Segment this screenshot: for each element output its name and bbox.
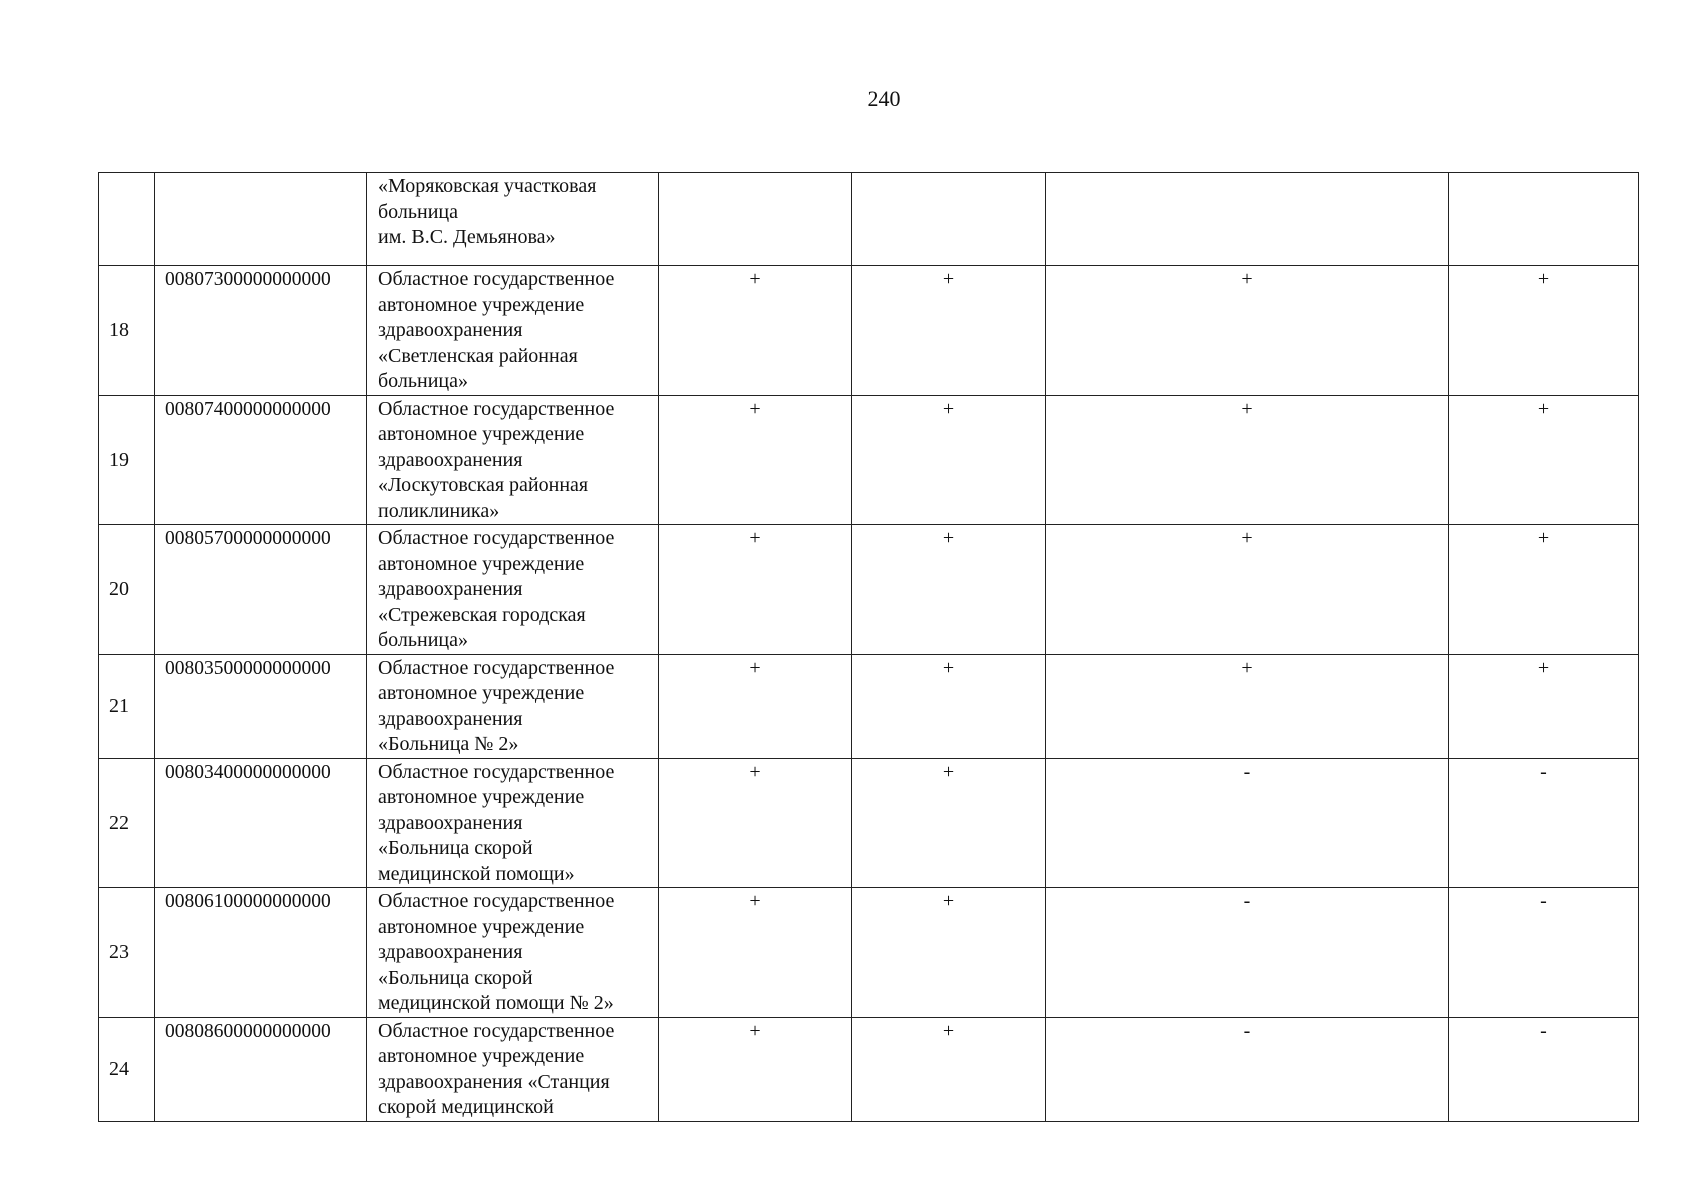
mark-cell-1 (659, 173, 852, 266)
row-number-cell: 24 (99, 1017, 155, 1121)
mark-cell-3 (1046, 173, 1449, 266)
mark-cell-1: + (659, 654, 852, 758)
table-row (99, 1017, 1639, 1121)
data-table (98, 172, 1639, 1122)
mark-cell-4: - (1449, 758, 1639, 888)
mark-cell-4: - (1449, 1017, 1639, 1121)
row-number-cell (99, 173, 155, 266)
table-row (99, 758, 1639, 888)
organization-name-cell: Областное государственное автономное учреждение здравоохранения «Станция скорой медицинской (367, 1017, 659, 1121)
mark-cell-1: + (659, 888, 852, 1018)
organization-name-cell: Областное государственное автономное учреждение здравоохранения «Лоскутовская районная поликлиника» (367, 395, 659, 525)
mark-cell-2: + (852, 395, 1046, 525)
mark-cell-3: - (1046, 1017, 1449, 1121)
organization-name-cell: Областное государственное автономное учреждение здравоохранения «Светленская районная больница» (367, 266, 659, 396)
mark-cell-1: + (659, 395, 852, 525)
mark-cell-3: - (1046, 888, 1449, 1018)
mark-cell-3: + (1046, 266, 1449, 396)
row-number-cell: 21 (99, 654, 155, 758)
organization-name-cell: Областное государственное автономное учреждение здравоохранения «Больница № 2» (367, 654, 659, 758)
mark-cell-2 (852, 173, 1046, 266)
mark-cell-1: + (659, 758, 852, 888)
page-number: 240 (867, 86, 901, 111)
mark-cell-1: + (659, 1017, 852, 1121)
table-row (99, 654, 1639, 758)
mark-cell-4 (1449, 173, 1639, 266)
mark-cell-2: + (852, 888, 1046, 1018)
mark-cell-4: + (1449, 654, 1639, 758)
mark-cell-4: + (1449, 266, 1639, 396)
organization-name-cell: Областное государственное автономное учреждение здравоохранения «Стрежевская городская больница» (367, 525, 659, 655)
mark-cell-3: + (1046, 654, 1449, 758)
mark-cell-3: - (1046, 758, 1449, 888)
mark-cell-2: + (852, 654, 1046, 758)
row-number-cell: 22 (99, 758, 155, 888)
mark-cell-2: + (852, 758, 1046, 888)
table-row (99, 395, 1639, 525)
mark-cell-2: + (852, 1017, 1046, 1121)
mark-cell-3: + (1046, 395, 1449, 525)
code-cell: 00807400000000000 (155, 395, 367, 525)
organization-name-cell: «Моряковская участковая больница им. В.С. Демьянова» (367, 173, 659, 266)
mark-cell-2: + (852, 525, 1046, 655)
mark-cell-4: + (1449, 395, 1639, 525)
code-cell: 00808600000000000 (155, 1017, 367, 1121)
mark-cell-1: + (659, 266, 852, 396)
row-number-cell: 23 (99, 888, 155, 1018)
table-row (99, 266, 1639, 396)
row-number-cell: 19 (99, 395, 155, 525)
row-number-cell: 20 (99, 525, 155, 655)
code-cell: 00806100000000000 (155, 888, 367, 1018)
mark-cell-3: + (1046, 525, 1449, 655)
code-cell (155, 173, 367, 266)
code-cell: 00803500000000000 (155, 654, 367, 758)
code-cell: 00803400000000000 (155, 758, 367, 888)
mark-cell-4: - (1449, 888, 1639, 1018)
mark-cell-2: + (852, 266, 1046, 396)
organization-name-cell: Областное государственное автономное учреждение здравоохранения «Больница скорой медицинской помощи» (367, 758, 659, 888)
table-row (99, 173, 1639, 266)
row-number-cell: 18 (99, 266, 155, 396)
organization-name-cell: Областное государственное автономное учреждение здравоохранения «Больница скорой медицинской помощи № 2» (367, 888, 659, 1018)
mark-cell-4: + (1449, 525, 1639, 655)
code-cell: 00807300000000000 (155, 266, 367, 396)
mark-cell-1: + (659, 525, 852, 655)
table-row (99, 525, 1639, 655)
table-row (99, 888, 1639, 1018)
code-cell: 00805700000000000 (155, 525, 367, 655)
